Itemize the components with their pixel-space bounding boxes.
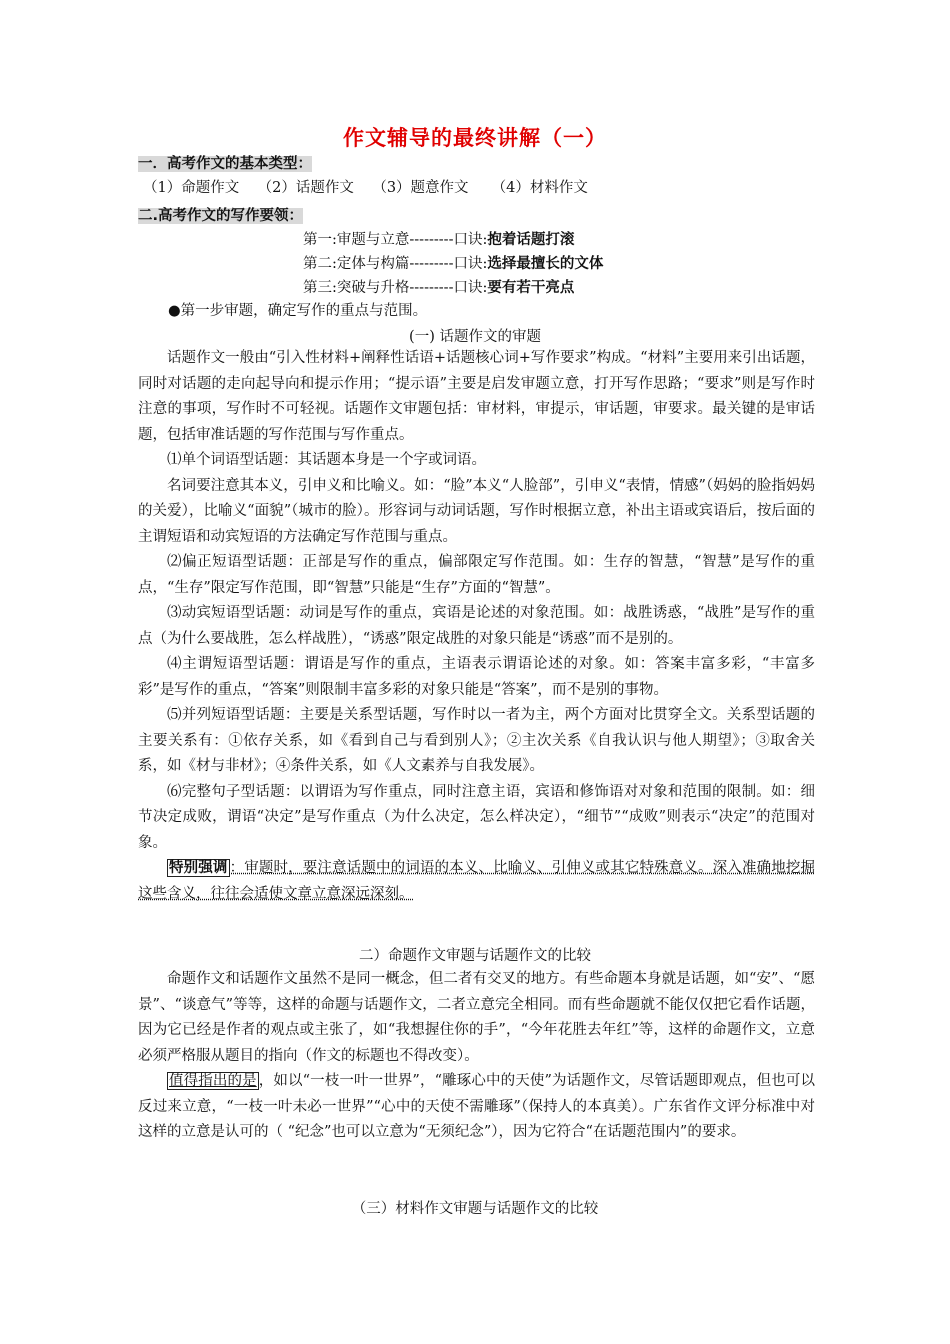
essay-types-list: （1）命题作文 （2）话题作文 （3）题意作文 （4）材料作文 — [143, 180, 588, 196]
subheading-proposition-comparison: 二）命题作文审题与话题作文的比较 — [359, 948, 591, 964]
section-heading-types: 一．高考作文的基本类型： — [138, 156, 312, 172]
paragraph: 命题作文和话题作文虽然不是同一概念，但二者有交叉的地方。有些命题本身就是话题，如“安”、“愿景”、“谈意气”等等，这样的命题与话题作文，二者立意完全相同。而有些命题就不能仅仅把它看作话题，因为它已经是作者的观点或主张了，如“我想握住你的手”，“今年花胜去年红”等，这样的命题作文，立意必须严格服从题目的指向（作文的标题也不得改变）。 — [138, 971, 816, 1064]
requirement-line-1: 第一:审题与立意---------口诀:抱着话题打滚 — [303, 232, 575, 248]
note-paragraph: 值得指出的是 ，如以“一枝一叶一世界”，“雕琢心中的天使”为话题作文，尽管话题即观点，但也可以反过来立意，“一枝一叶未必一世界”“心中的天使不需雕琢”（保持人的本真美）。广东省作文评分标准中对这样的立意是认可的（ “纪念”也可以立意为“无须纪念”），因为它符合“在话题范围内”的要求。 — [138, 1073, 815, 1140]
part1-body — [138, 346, 815, 907]
paragraph: ⑷主谓短语型话题：谓语是写作的重点，主语表示谓语论述的对象。如：答案丰富多彩，“丰富多彩”是写作的重点，“答案”则限制丰富多彩的对象只能是“答案”，而不是别的事物。 — [138, 656, 815, 698]
section-heading-requirements: 二.高考作文的写作要领： — [138, 208, 304, 224]
subheading-material-comparison: （三）材料作文审题与话题作文的比较 — [351, 1201, 599, 1217]
paragraph: ⑵偏正短语型话题：正部是写作的重点，偏部限定写作范围。如：生存的智慧，“智慧”是写作的重点，“生存”限定写作范围，即“智慧”只能是“生存”方面的“智慧”。 — [138, 554, 815, 596]
paragraph: ⑶动宾短语型话题：动词是写作的重点，宾语是论述的对象范围。如：战胜诱惑，“战胜”是写作的重点（为什么要战胜，怎么样战胜），“诱惑”限定战胜的对象只能是“诱惑”而不是别的。 — [138, 605, 815, 647]
page-title: 作文辅导的最终讲解（一） — [343, 126, 607, 150]
paragraph: ⑹完整句子型话题：以谓语为写作重点，同时注意主语，宾语和修饰语对对象和范围的限制。如：细节决定成败，谓语“决定”是写作重点（为什么决定，怎么样决定），“细节”“成败”则表示“决定”的范围对象。 — [138, 783, 815, 851]
paragraph: 名词要注意其本义，引申义和比喻义。如：“脸”本义“人脸部”，引申义“表情，情感”（妈妈的脸指妈妈的关爱），比喻义“面貌”（城市的脸）。形容词与动词话题，写作时根据立意，补出主语或宾语后，按后面的主谓短语和动宾短语的方法确定写作范围与重点。 — [138, 477, 815, 545]
emphasis-paragraph: 特别强调 ：审题时，要注意话题中的词语的本义、比喻义、引伸义或其它特殊意义。深入准确地挖掘这些含义，往往会适使文章立意深远深刻。 — [138, 860, 816, 902]
part2-body — [138, 967, 815, 1146]
subheading-topic-essay: (一) 话题作文的审题 — [409, 329, 541, 345]
note-label: 值得指出的是 — [169, 1073, 257, 1089]
requirement-line-3: 第三:突破与升格---------口诀:要有若干亮点 — [303, 280, 575, 296]
paragraph: ⑴单个词语型话题：其话题本身是一个字或词语。 — [167, 452, 486, 468]
emphasis-label: 特别强调 — [169, 860, 228, 876]
paragraph: ⑸并列短语型话题：主要是关系型话题，写作时以一者为主，两个方面对比贯穿全文。关系型话题的主要关系有：①依存关系，如《看到自己与看到别人》；②主次关系《自我认识与他人期望》；③取舍关系，如《材与非材》；④条件关系，如《人文素养与自我发展》。 — [138, 707, 815, 774]
paragraph: 话题作文一般由“引入性材料+阐释性话语+话题核心词+写作要求”构成。“材料”主要用来引出话题，同时对话题的走向起导向和提示作用；“提示语”主要是启发审题立意，打开写作思路；“要求”则是写作时注意的事项，写作时不可轻视。话题作文审题包括：审材料，审提示，审话题，审要求。最关键的是审话题，包括审准话题的写作范围与写作重点。 — [138, 350, 815, 443]
requirement-line-2: 第二:定体与构篇---------口诀:选择最擅长的文体 — [303, 256, 604, 272]
step-one-line: ●第一步审题，确定写作的重点与范围。 — [168, 303, 428, 319]
